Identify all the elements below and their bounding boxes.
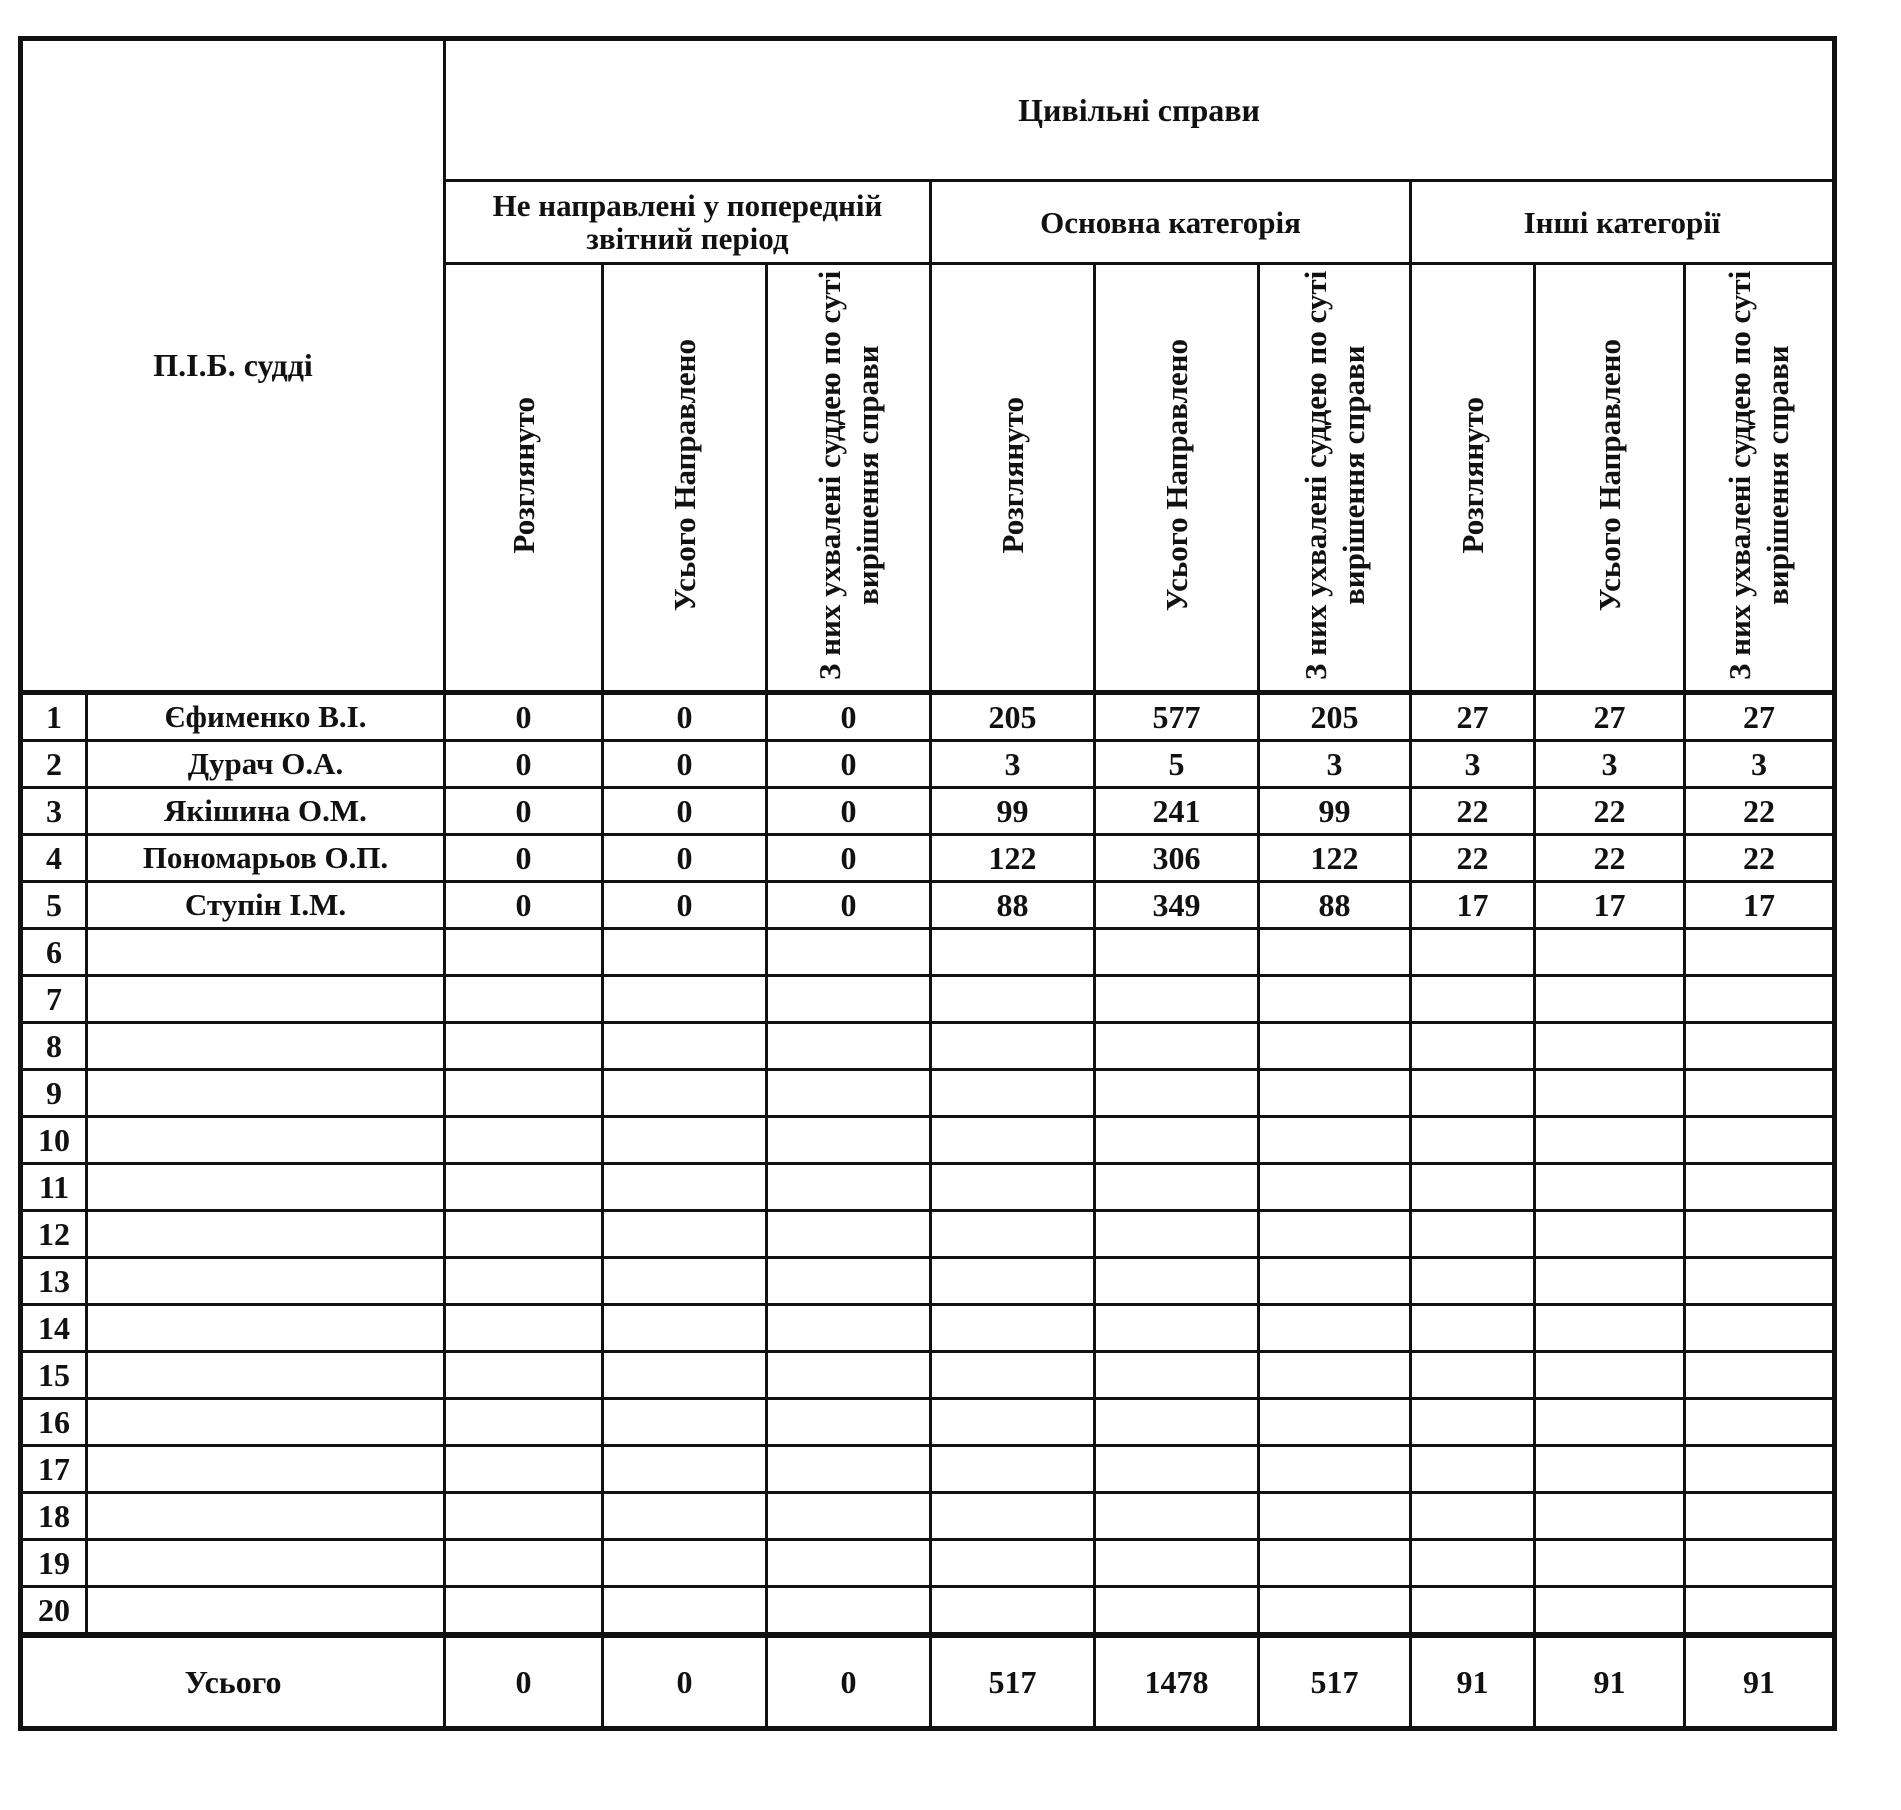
row-number: 10	[21, 1117, 87, 1164]
cell-value	[767, 1587, 931, 1636]
judge-name	[87, 1399, 445, 1446]
cell-value	[1685, 1117, 1835, 1164]
column-header: Розглянуто	[445, 264, 603, 693]
row-number: 20	[21, 1587, 87, 1636]
cell-value	[1095, 976, 1259, 1023]
column-header: Усього Направлено	[1095, 264, 1259, 693]
cell-value: 3	[1685, 741, 1835, 788]
cell-value	[931, 1305, 1095, 1352]
cell-value	[931, 1587, 1095, 1636]
cell-value	[1095, 1117, 1259, 1164]
table-body	[21, 693, 1835, 1636]
cell-value	[767, 976, 931, 1023]
cell-value	[1259, 1164, 1411, 1211]
cell-value	[603, 1070, 767, 1117]
cell-value: 0	[445, 788, 603, 835]
cell-value	[1095, 1540, 1259, 1587]
row-number: 5	[21, 882, 87, 929]
cell-value	[1685, 1258, 1835, 1305]
cell-value: 88	[931, 882, 1095, 929]
cell-value	[445, 1352, 603, 1399]
cell-value	[1095, 1023, 1259, 1070]
cell-value	[1095, 1211, 1259, 1258]
cell-value	[445, 1399, 603, 1446]
table-row	[21, 788, 1835, 835]
cell-value	[1535, 1399, 1685, 1446]
row-number: 11	[21, 1164, 87, 1211]
cell-value: 88	[1259, 882, 1411, 929]
table-row	[21, 1352, 1835, 1399]
cell-value	[1685, 1070, 1835, 1117]
cell-value	[1095, 1164, 1259, 1211]
cell-value	[931, 1352, 1095, 1399]
table-row	[21, 1540, 1835, 1587]
judge-name	[87, 1117, 445, 1164]
cell-value	[1535, 1164, 1685, 1211]
cell-value: 22	[1411, 835, 1535, 882]
cell-value	[603, 1211, 767, 1258]
cell-value: 0	[767, 882, 931, 929]
cell-value	[603, 976, 767, 1023]
cell-value	[445, 1587, 603, 1636]
cell-value	[1259, 976, 1411, 1023]
cell-value	[1095, 1446, 1259, 1493]
cell-value	[1535, 1070, 1685, 1117]
table-row	[21, 976, 1835, 1023]
judge-name: Єфименко В.І.	[87, 693, 445, 741]
cell-value	[931, 976, 1095, 1023]
cell-value	[767, 1352, 931, 1399]
cell-value: 205	[931, 693, 1095, 741]
cell-value: 349	[1095, 882, 1259, 929]
cell-value	[1411, 1352, 1535, 1399]
cell-value	[1259, 1540, 1411, 1587]
cell-value	[1535, 1540, 1685, 1587]
cell-value	[1685, 1305, 1835, 1352]
cell-value	[1095, 1493, 1259, 1540]
cell-value: 3	[1259, 741, 1411, 788]
table-row	[21, 1211, 1835, 1258]
cell-value: 0	[767, 741, 931, 788]
cell-value	[767, 1164, 931, 1211]
judge-name	[87, 1023, 445, 1070]
column-header: З них ухвалені суддею по суті вирішення справи	[1259, 264, 1411, 693]
cell-value: 577	[1095, 693, 1259, 741]
cell-value: 0	[445, 835, 603, 882]
total-value: 91	[1411, 1635, 1535, 1729]
cell-value	[603, 1399, 767, 1446]
cell-value: 17	[1685, 882, 1835, 929]
cell-value: 27	[1685, 693, 1835, 741]
cell-value	[445, 976, 603, 1023]
cell-value	[1535, 1352, 1685, 1399]
cell-value	[603, 1023, 767, 1070]
cell-value: 17	[1535, 882, 1685, 929]
cell-value	[767, 1258, 931, 1305]
cell-value	[1411, 976, 1535, 1023]
cell-value: 0	[445, 741, 603, 788]
cell-value	[1411, 1540, 1535, 1587]
cell-value	[767, 1117, 931, 1164]
cell-value	[445, 1023, 603, 1070]
cell-value	[1259, 1211, 1411, 1258]
table-row	[21, 1258, 1835, 1305]
column-header: З них ухвалені суддею по суті вирішення справи	[1685, 264, 1835, 693]
judge-name: Якішина О.М.	[87, 788, 445, 835]
cell-value: 0	[603, 835, 767, 882]
cell-value	[1685, 1587, 1835, 1636]
column-header: Усього Направлено	[603, 264, 767, 693]
judge-name-header: П.І.Б. судді	[21, 39, 445, 693]
row-number: 18	[21, 1493, 87, 1540]
cell-value: 0	[767, 693, 931, 741]
cell-value: 0	[603, 788, 767, 835]
cell-value	[603, 1540, 767, 1587]
cell-value	[1411, 1164, 1535, 1211]
row-number: 3	[21, 788, 87, 835]
total-value: 0	[445, 1635, 603, 1729]
row-number: 17	[21, 1446, 87, 1493]
cell-value	[603, 1352, 767, 1399]
cell-value	[1259, 1446, 1411, 1493]
cell-value: 3	[931, 741, 1095, 788]
cell-value	[1259, 1117, 1411, 1164]
cell-value	[445, 1540, 603, 1587]
table-row	[21, 1070, 1835, 1117]
cell-value: 0	[603, 693, 767, 741]
cell-value	[931, 1540, 1095, 1587]
cell-value	[445, 1305, 603, 1352]
table-row	[21, 929, 1835, 976]
cell-value	[603, 1446, 767, 1493]
cell-value	[1685, 1164, 1835, 1211]
cell-value: 22	[1535, 835, 1685, 882]
judge-name: Дурач О.А.	[87, 741, 445, 788]
cell-value	[767, 1070, 931, 1117]
table-row	[21, 835, 1835, 882]
row-number: 2	[21, 741, 87, 788]
cell-value	[603, 1493, 767, 1540]
table-row	[21, 1164, 1835, 1211]
cell-value	[1259, 1399, 1411, 1446]
cell-value	[1535, 1587, 1685, 1636]
judge-name	[87, 1540, 445, 1587]
cell-value: 306	[1095, 835, 1259, 882]
judge-name	[87, 1070, 445, 1117]
cell-value	[445, 1164, 603, 1211]
cell-value: 27	[1411, 693, 1535, 741]
cell-value	[1411, 1446, 1535, 1493]
cell-value	[1259, 1352, 1411, 1399]
column-header: Розглянуто	[931, 264, 1095, 693]
cell-value	[767, 1493, 931, 1540]
total-value: 1478	[1095, 1635, 1259, 1729]
judge-name	[87, 1493, 445, 1540]
row-number: 1	[21, 693, 87, 741]
cell-value	[1535, 1493, 1685, 1540]
judge-name	[87, 1211, 445, 1258]
cell-value	[931, 1399, 1095, 1446]
judge-name	[87, 976, 445, 1023]
cell-value	[931, 1211, 1095, 1258]
row-number: 6	[21, 929, 87, 976]
cell-value	[1095, 1587, 1259, 1636]
table-row	[21, 1023, 1835, 1070]
table-row	[21, 1399, 1835, 1446]
judge-name: Пономарьов О.П.	[87, 835, 445, 882]
cell-value: 5	[1095, 741, 1259, 788]
row-number: 12	[21, 1211, 87, 1258]
cell-value: 241	[1095, 788, 1259, 835]
total-value: 517	[1259, 1635, 1411, 1729]
cell-value	[1411, 1305, 1535, 1352]
judge-name	[87, 929, 445, 976]
cell-value	[931, 929, 1095, 976]
cell-value	[445, 1070, 603, 1117]
table-row	[21, 1493, 1835, 1540]
row-number: 13	[21, 1258, 87, 1305]
cell-value: 122	[931, 835, 1095, 882]
cell-value	[445, 1258, 603, 1305]
column-header: Розглянуто	[1411, 264, 1535, 693]
cell-value	[445, 1117, 603, 1164]
report-page	[18, 36, 1832, 1731]
row-number: 8	[21, 1023, 87, 1070]
cell-value	[1259, 929, 1411, 976]
row-number: 14	[21, 1305, 87, 1352]
cell-value: 0	[767, 835, 931, 882]
cell-value	[1535, 1211, 1685, 1258]
total-value: 0	[767, 1635, 931, 1729]
cell-value	[931, 1070, 1095, 1117]
cell-value: 3	[1535, 741, 1685, 788]
cell-value	[1411, 1211, 1535, 1258]
cell-value	[1411, 1070, 1535, 1117]
cell-value	[1535, 1258, 1685, 1305]
cell-value: 0	[603, 882, 767, 929]
cell-value: 0	[445, 882, 603, 929]
cell-value: 22	[1685, 788, 1835, 835]
cell-value: 205	[1259, 693, 1411, 741]
cell-value	[767, 1211, 931, 1258]
table-row	[21, 741, 1835, 788]
cell-value	[1685, 1446, 1835, 1493]
cell-value	[1535, 1305, 1685, 1352]
row-number: 9	[21, 1070, 87, 1117]
cell-value	[1259, 1258, 1411, 1305]
cell-value	[1259, 1493, 1411, 1540]
table-row	[21, 1117, 1835, 1164]
table-row	[21, 1446, 1835, 1493]
cell-value	[603, 1587, 767, 1636]
cell-value	[931, 1164, 1095, 1211]
cell-value	[1535, 976, 1685, 1023]
table-row	[21, 1587, 1835, 1636]
cell-value	[1411, 1023, 1535, 1070]
cell-value	[1095, 1070, 1259, 1117]
civil-cases-table	[18, 36, 1837, 1731]
table-row	[21, 882, 1835, 929]
column-header: З них ухвалені суддею по суті вирішення справи	[767, 264, 931, 693]
table-title: Цивільні справи	[445, 39, 1835, 181]
cell-value	[767, 1399, 931, 1446]
cell-value	[931, 1446, 1095, 1493]
cell-value	[767, 1540, 931, 1587]
cell-value	[1259, 1587, 1411, 1636]
totals-label: Усього	[21, 1635, 445, 1729]
cell-value	[931, 1023, 1095, 1070]
cell-value	[603, 1164, 767, 1211]
cell-value	[445, 929, 603, 976]
cell-value	[1095, 1352, 1259, 1399]
cell-value	[1685, 1399, 1835, 1446]
row-number: 16	[21, 1399, 87, 1446]
cell-value	[931, 1117, 1095, 1164]
total-value: 517	[931, 1635, 1095, 1729]
row-number: 15	[21, 1352, 87, 1399]
cell-value	[767, 929, 931, 976]
group-header-main-category: Основна категорія	[931, 181, 1411, 264]
cell-value	[1411, 929, 1535, 976]
cell-value	[603, 1117, 767, 1164]
cell-value	[1685, 1211, 1835, 1258]
judge-name	[87, 1305, 445, 1352]
cell-value	[445, 1446, 603, 1493]
cell-value: 0	[445, 693, 603, 741]
cell-value: 22	[1535, 788, 1685, 835]
cell-value: 27	[1535, 693, 1685, 741]
total-value: 91	[1535, 1635, 1685, 1729]
table-row	[21, 693, 1835, 741]
cell-value	[1411, 1258, 1535, 1305]
cell-value	[1095, 1305, 1259, 1352]
cell-value	[1411, 1587, 1535, 1636]
cell-value	[1685, 1023, 1835, 1070]
cell-value: 17	[1411, 882, 1535, 929]
column-header: Усього Направлено	[1535, 264, 1685, 693]
cell-value: 99	[1259, 788, 1411, 835]
cell-value	[1411, 1493, 1535, 1540]
cell-value	[445, 1493, 603, 1540]
row-number: 19	[21, 1540, 87, 1587]
cell-value	[1411, 1399, 1535, 1446]
cell-value	[1535, 1117, 1685, 1164]
cell-value	[445, 1211, 603, 1258]
cell-value	[1685, 1540, 1835, 1587]
cell-value	[1095, 1258, 1259, 1305]
cell-value	[603, 1305, 767, 1352]
total-value: 91	[1685, 1635, 1835, 1729]
cell-value	[931, 1493, 1095, 1540]
judge-name	[87, 1587, 445, 1636]
cell-value	[1259, 1023, 1411, 1070]
row-number: 7	[21, 976, 87, 1023]
judge-name	[87, 1352, 445, 1399]
group-header-other-categories: Інші категорії	[1411, 181, 1835, 264]
cell-value	[1685, 976, 1835, 1023]
cell-value: 22	[1685, 835, 1835, 882]
cell-value	[1685, 1352, 1835, 1399]
judge-name	[87, 1446, 445, 1493]
cell-value	[1259, 1305, 1411, 1352]
cell-value: 122	[1259, 835, 1411, 882]
cell-value: 0	[603, 741, 767, 788]
cell-value	[767, 1305, 931, 1352]
cell-value	[1095, 929, 1259, 976]
total-value: 0	[603, 1635, 767, 1729]
cell-value	[1259, 1070, 1411, 1117]
cell-value	[767, 1446, 931, 1493]
cell-value: 22	[1411, 788, 1535, 835]
cell-value: 3	[1411, 741, 1535, 788]
cell-value	[1095, 1399, 1259, 1446]
totals-row	[21, 1635, 1835, 1729]
cell-value	[931, 1258, 1095, 1305]
cell-value	[1535, 1023, 1685, 1070]
cell-value	[1411, 1117, 1535, 1164]
group-header-not-sent: Не направлені у попередній звітний період	[445, 181, 931, 264]
judge-name	[87, 1258, 445, 1305]
cell-value	[767, 1023, 931, 1070]
cell-value	[603, 1258, 767, 1305]
cell-value	[603, 929, 767, 976]
cell-value	[1685, 1493, 1835, 1540]
table-row	[21, 1305, 1835, 1352]
cell-value	[1535, 1446, 1685, 1493]
cell-value	[1535, 929, 1685, 976]
cell-value: 0	[767, 788, 931, 835]
row-number: 4	[21, 835, 87, 882]
cell-value	[1685, 929, 1835, 976]
judge-name: Ступін І.М.	[87, 882, 445, 929]
cell-value: 99	[931, 788, 1095, 835]
judge-name	[87, 1164, 445, 1211]
